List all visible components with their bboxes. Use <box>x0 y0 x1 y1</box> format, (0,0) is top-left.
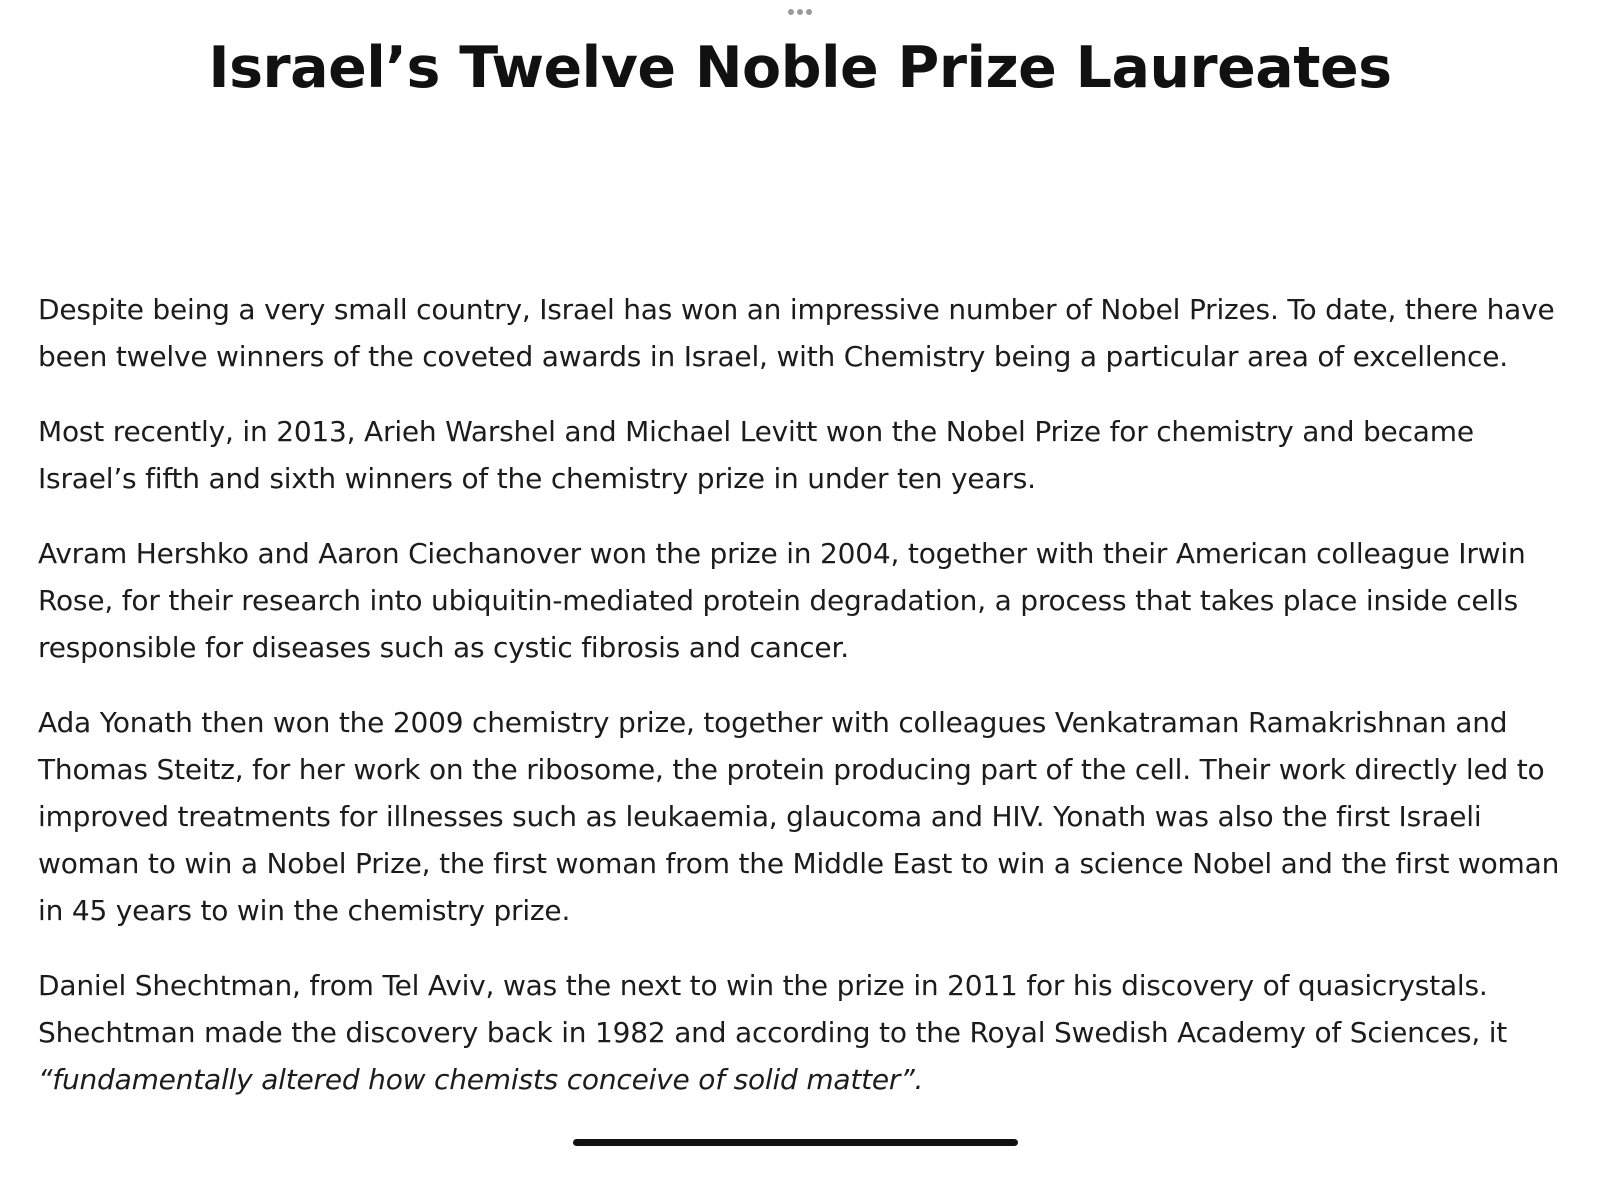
top-more-indicator[interactable] <box>0 9 1600 15</box>
article-paragraph: Avram Hershko and Aaron Ciechanover won the prize in 2004, together with their American colleague Irwin Rose, for their research into ubiquitin-mediated protein degradation, a process that takes place inside cells responsible for diseases such as cystic fibrosis and cancer. <box>38 537 1526 664</box>
article-paragraph <box>38 962 1563 1103</box>
quotation: “fundamentally altered how chemists conceive of solid matter”. <box>38 1063 924 1096</box>
page-title: Israel’s Twelve Noble Prize Laureates <box>208 35 1392 101</box>
dot-icon <box>797 9 803 15</box>
home-indicator[interactable] <box>573 1139 1018 1146</box>
dot-icon <box>806 9 812 15</box>
article-paragraph: Most recently, in 2013, Arieh Warshel and Michael Levitt won the Nobel Prize for chemistry and became Israel’s fifth and sixth winners of the chemistry prize in under ten years. <box>38 415 1474 495</box>
paragraph-text: Daniel Shechtman, from Tel Aviv, was the next to win the prize in 2011 for his discovery of quasicrystals. Shechtman made the discovery back in 1982 and according to the Royal Swedish Academy of Sciences, it <box>38 969 1508 1049</box>
dot-icon <box>788 9 794 15</box>
article-paragraph: Despite being a very small country, Israel has won an impressive number of Nobel Prizes. To date, there have been twelve winners of the coveted awards in Israel, with Chemistry being a particular area of excellence. <box>38 293 1555 373</box>
article-paragraph: Ada Yonath then won the 2009 chemistry prize, together with colleagues Venkatraman Ramakrishnan and Thomas Steitz, for her work on the ribosome, the protein producing part of the cell. Their work directly led to improved treatments for illnesses such as leukaemia, glaucoma and HIV. Yonath was also the first Israeli woman to win a Nobel Prize, the first woman from the Middle East to win a science Nobel and the first woman in 45 years to win the chemistry prize. <box>38 706 1560 927</box>
article-body <box>38 286 1563 1103</box>
